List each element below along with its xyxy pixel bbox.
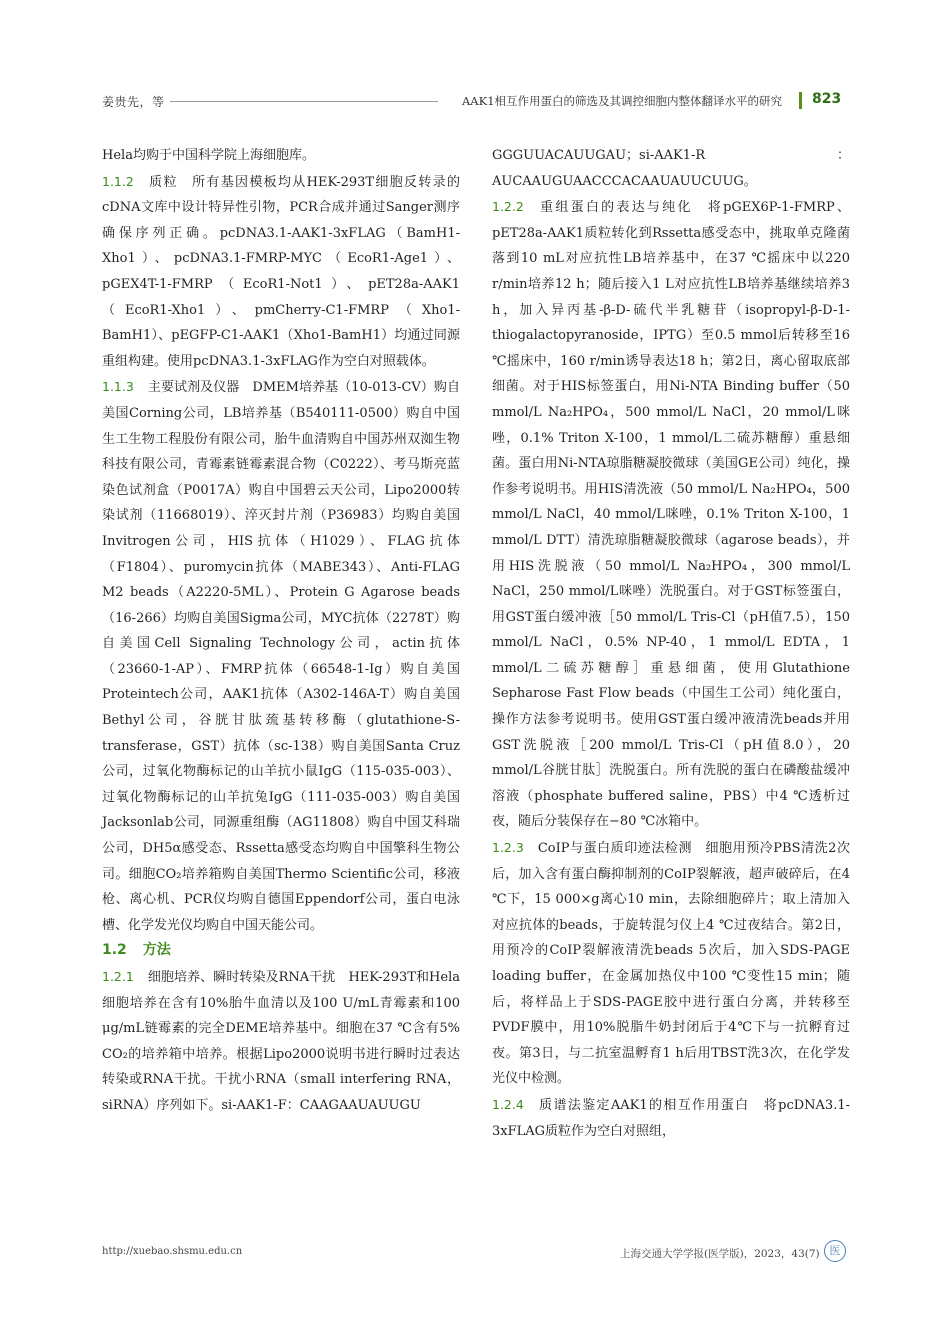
section-heading-1-2 [102,938,460,964]
section-text: 质粒 所有基因模板均从HEK-293T细胞反转录的cDNA文库中设计特异性引物，PCR合成并通过Sanger测序确保序列正确。pcDNA3.1-AAK1-3xFLAG（BamH1-Xho1）、pcDNA3.1-FMRP-MYC（EcoR1-Age1）、pGEX4T-1-FMRP（EcoR1-Not1）、pET28a-AAK1（EcoR1-Xho1）、pmCherry-C1-FMRP（Xho1-BamH1）、pEGFP-C1-AAK1（Xho1-BamH1）均通过同源重组构建。使用pcDNA3.1-3xFLAG作为空白对照载体。 [102,174,460,369]
header-rule [170,101,438,102]
journal-logo-icon: 医 [824,1240,846,1262]
section-number: 1.2.2 [492,199,524,215]
section-1-1-3 [102,374,460,938]
section-1-2-3 [492,835,850,1092]
section-number: 1.2.1 [102,969,134,984]
page-number: 823 [812,91,842,107]
section-1-2-2 [492,194,850,835]
section-text: 重组蛋白的表达与纯化 将pGEX6P-1-FMRP、pET28a-AAK1质粒转化到Rssetta感受态中，挑取单克隆菌落到10 mL对应抗性LB培养基中，在37 ℃摇床中以220 r/min培养12 h；随后接入1 L对应抗性LB培养基继续培养3 h，加入异丙基-β-D-硫代半乳糖苷（isopropyl-β-D-1-thiogalactopyranoside，IPTG）至0.5 mmol后转移至16 ℃摇床中，160 r/min诱导表达18 h；第2日，离心留取底部细菌。对于HIS标签蛋白，用Ni-NTA Binding buffer（50 mmol/L Na₂HPO₄，500 mmol/L NaCl，20 mmol/L咪唑，0.1% Triton X-100，1 mmol/L二硫苏糖醇）重悬细菌。蛋白用Ni-NTA琼脂糖凝胶微球（美国GE公司）纯化，操作参考说明书。用HIS清洗液（50 mmol/L Na₂HPO₄，500 mmol/L NaCl，40 mmol/L咪唑，0.1% Triton X-100，1 mmol/L DTT）清洗琼脂糖凝胶微球（agarose beads），并用HIS洗脱液（50 mmol/L Na₂HPO₄，300 mmol/L NaCl，250 mmol/L咪唑）洗脱蛋白。对于GST标签蛋白，用GST蛋白缓冲液［50 mmol/L Tris-Cl（pH值7.5），150 mmol/L NaCl，0.5% NP-40，1 mmol/L EDTA，1 mmol/L二硫苏糖醇］重悬细菌，使用Glutathione Sepharose Fast Flow beads（中国生工公司）纯化蛋白，操作方法参考说明书。使用GST蛋白缓冲液清洗beads并用GST洗脱液［200 mmol/L Tris-Cl（pH值8.0），20 mmol/L谷胱甘肽］洗脱蛋白。所有洗脱的蛋白在磷酸盐缓冲溶液（phosphate buffered saline，PBS）中4 ℃透析过夜，随后分装保存在−80 ℃冰箱中。 [492,200,850,830]
section-number: 1.2 [102,942,127,959]
header-accent-bar [799,92,802,109]
section-text: 主要试剂及仪器 DMEM培养基（10-013-CV）购自美国Corning公司，LB培养基（B540111-0500）购自中国生工生物工程股份有限公司，胎牛血清购自中国苏州双洳生物科技有限公司，青霉素链霉素混合物（C0222）、考马斯亮蓝染色试剂盒（P0017A）购自中国碧云天公司，Lipo2000转染试剂（11668019）、淬灭封片剂（P36983）均购自美国Invitrogen公司，HIS抗体（H1029）、FLAG抗体（F1804）、puromycin抗体（MABE343）、Anti-FLAG M2 beads（A2220-5ML）、Protein G Agarose beads（16-266）均购自美国Sigma公司，MYC抗体（2278T）购自美国Cell Signaling Technology公司，actin抗体（23660-1-AP）、FMRP抗体（66548-1-Ig）购自美国Proteintech公司，AAK1抗体（A302-146A-T）购自美国Bethyl公司，谷胱甘肽巯基转移酶（glutathione-S-transferase，GST）抗体（sc-138）购自美国Santa Cruz公司，过氧化物酶标记的山羊抗小鼠IgG（115-035-003）、过氧化物酶标记的山羊抗兔IgG（111-035-003）购自美国Jacksonlab公司，同源重组酶（AG11808）购自中国艾科瑞公司，DH5α感受态、Rssetta感受态均购自中国擎科生物公司。细胞CO₂培养箱购自美国Thermo Scientific公司，移液枪、离心机、PCR仪均购自德国Eppendorf公司，蛋白电泳槽、化学发光仪均购自中国天能公司。 [102,380,460,933]
section-1-2-4 [492,1092,850,1144]
header-title: AAK1相互作用蛋白的筛选及其调控细胞内整体翻译水平的研究 [462,94,783,108]
footer-journal-citation: 上海交通大学学报(医学版)，2023，43(7) [620,1248,820,1260]
header-authors: 姜贵先，等 [102,95,165,109]
footer-url[interactable]: http://xuebao.shsmu.edu.cn [102,1246,243,1257]
section-number: 1.1.3 [102,379,134,395]
section-number: 1.1.2 [102,173,134,189]
section-1-2-1 [102,964,460,1119]
paragraph-sirna-continued: GGGUUACAUUGAU；si-AAK1-R：AUCAAUGUAACCCACAAUAUUCUUG。 [492,148,850,189]
section-1-1-2 [102,169,460,375]
section-text: 细胞培养、瞬时转染及RNA干扰 HEK-293T和Hela细胞培养在含有10%胎牛血清以及100 U/mL青霉素和100 μg/mL链霉素的完全DEME培养基中。细胞在37 ℃含有5% CO₂的培养箱中培养。根据Lipo2000说明书进行瞬时过表达转染或RNA干扰。干扰小RNA（small interfering RNA，siRNA）序列如下。si-AAK1-F：CAAGAAUAUUGU [102,970,460,1113]
section-number: 1.2.4 [492,1096,524,1112]
section-number: 1.2.3 [492,840,524,856]
left-column [102,143,460,1119]
section-text: 质谱法鉴定AAK1的相互作用蛋白 将pcDNA3.1-3xFLAG质粒作为空白对照组， [492,1097,850,1139]
paragraph-cell-source: Hela均购于中国科学院上海细胞库。 [102,148,315,163]
right-column [492,143,850,1144]
section-text: CoIP与蛋白质印迹法检测 细胞用预冷PBS清洗2次后，加入含有蛋白酶抑制剂的CoIP裂解液，超声破碎后，在4 ℃下，15 000×g离心10 min，去除细胞碎片；取上清加入对应抗体的beads，于旋转混匀仪上4 ℃过夜结合。第2日，用预冷的CoIP裂解液清洗beads 5次后，加入SDS-PAGE loading buffer，在金属加热仪中100 ℃变性15 min；随后，将样品上于SDS-PAGE胶中进行蛋白分离，并转移至PVDF膜中，用10%脱脂牛奶封闭后于4℃下与一抗孵育过夜。第3日，与二抗室温孵育1 h后用TBST洗3次，在化学发光仪中检测。 [492,841,850,1087]
section-title: 方法 [142,942,171,959]
